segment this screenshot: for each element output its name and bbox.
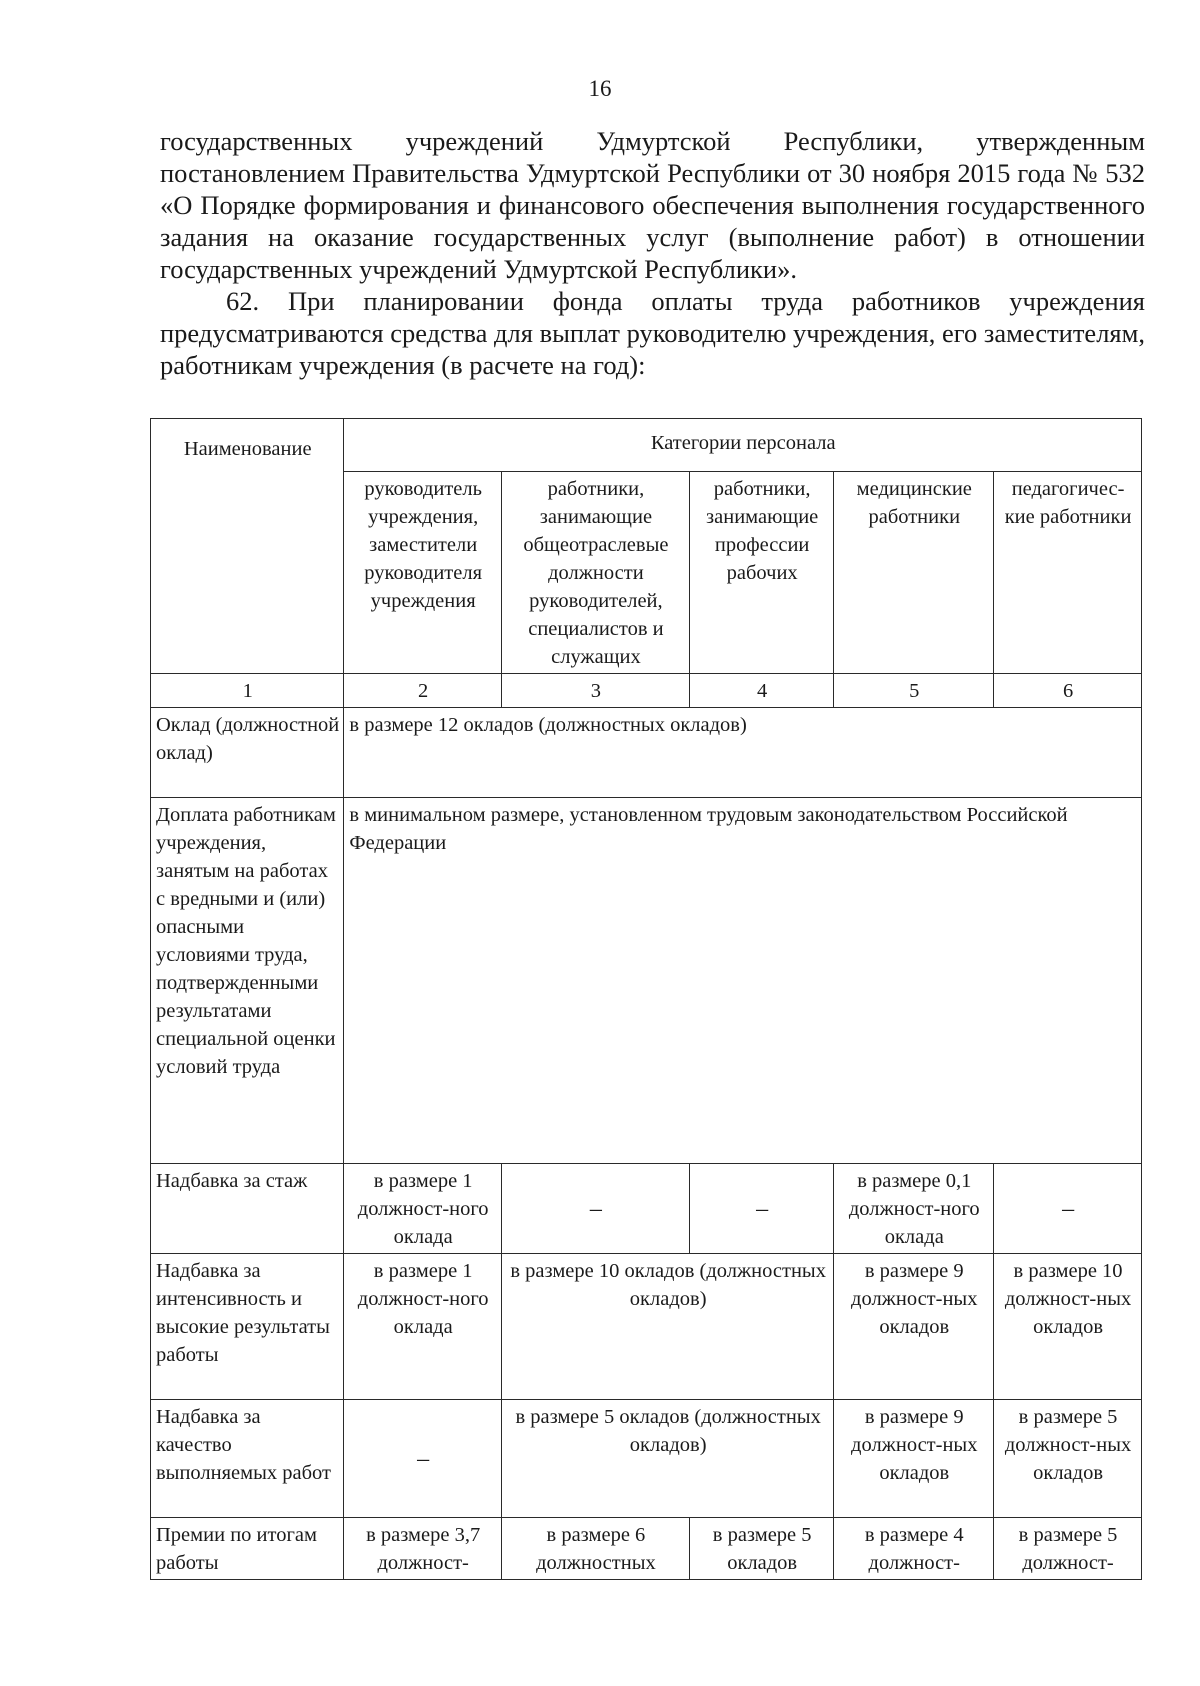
column-number: 5 (834, 674, 994, 708)
row-intensivnost (151, 1254, 1142, 1400)
column-number: 6 (994, 674, 1142, 708)
column-number-row (151, 674, 1142, 708)
cell-medical: в размере 9 должност-ных окладов (834, 1400, 994, 1518)
body-text (160, 125, 1145, 381)
row-premii (151, 1518, 1142, 1580)
row-kachestvo (151, 1400, 1142, 1518)
category-medical: медицинские работники (834, 472, 994, 674)
cell-medical: в размере 9 должност-ных окладов (834, 1254, 994, 1400)
column-number: 1 (151, 674, 344, 708)
row-stazh (151, 1164, 1142, 1254)
page-number: 16 (588, 76, 612, 101)
header-row (151, 419, 1142, 472)
row-name: Оклад (должностной оклад) (151, 708, 344, 798)
cell-pedagogical: в размере 5 должност- (994, 1518, 1142, 1580)
cell-head: – (344, 1400, 502, 1518)
cell-pedagogical: в размере 10 должност-ных окладов (994, 1254, 1142, 1400)
cell-head: в размере 1 должност-ного оклада (344, 1254, 502, 1400)
row-value: в минимальном размере, установленном трудовым законодательством Российской Федерации (344, 798, 1142, 1164)
category-general-staff: работники, занимающие общеотраслевые должности руководителей, специалистов и служащих (501, 472, 689, 674)
category-head: руководитель учреждения, заместители руководителя учреждения (344, 472, 502, 674)
category-workers: работники, занимающие профессии рабочих (689, 472, 834, 674)
row-name: Надбавка за качество выполняемых работ (151, 1400, 344, 1518)
category-pedagogical: педагогичес-кие работники (994, 472, 1142, 674)
cell-general-staff: в размере 6 должностных (501, 1518, 689, 1580)
cell-general-staff: – (501, 1164, 689, 1254)
column-number: 2 (344, 674, 502, 708)
paragraph-continuation: государственных учреждений Удмуртской Республики, утвержденным постановлением Правительства Удмуртской Республики от 30 ноября 2015 года № 532 «О Порядке формирования и финансового обеспечения выполнения государственного задания на оказание государственных услуг (выполнение работ) в отношении государственных учреждений Удмуртской Республики». (160, 126, 1145, 284)
cell-workers: – (689, 1164, 834, 1254)
cell-workers: в размере 5 окладов (689, 1518, 834, 1580)
paragraph-62: 62. При планировании фонда оплаты труда работников учреждения предусматриваются средства для выплат руководителю учреждения, его заместителям, работникам учреждения (в расчете на год): (160, 286, 1145, 380)
cell-pedagogical: в размере 5 должност-ных окладов (994, 1400, 1142, 1518)
cell-general-and-workers: в размере 10 окладов (должностных окладов) (501, 1254, 833, 1400)
header-name-cell: Наименование (151, 419, 344, 674)
row-name: Надбавка за стаж (151, 1164, 344, 1254)
row-value: в размере 12 окладов (должностных окладов) (344, 708, 1142, 798)
cell-pedagogical: – (994, 1164, 1142, 1254)
payroll-table (150, 418, 1142, 1580)
column-number: 3 (501, 674, 689, 708)
row-name: Надбавка за интенсивность и высокие результаты работы (151, 1254, 344, 1400)
cell-medical: в размере 0,1 должност-ного оклада (834, 1164, 994, 1254)
column-number: 4 (689, 674, 834, 708)
cell-head: в размере 1 должност-ного оклада (344, 1164, 502, 1254)
row-doplata (151, 798, 1142, 1164)
row-name: Премии по итогам работы (151, 1518, 344, 1580)
header-categories-cell: Категории персонала (344, 419, 1142, 472)
cell-medical: в размере 4 должност- (834, 1518, 994, 1580)
cell-head: в размере 3,7 должност- (344, 1518, 502, 1580)
row-oklad (151, 708, 1142, 798)
row-name: Доплата работникам учреждения, занятым на работах с вредными и (или) опасными условиями труда, подтвержденными результатами специальной оценки условий труда (151, 798, 344, 1164)
cell-general-and-workers: в размере 5 окладов (должностных окладов) (501, 1400, 833, 1518)
